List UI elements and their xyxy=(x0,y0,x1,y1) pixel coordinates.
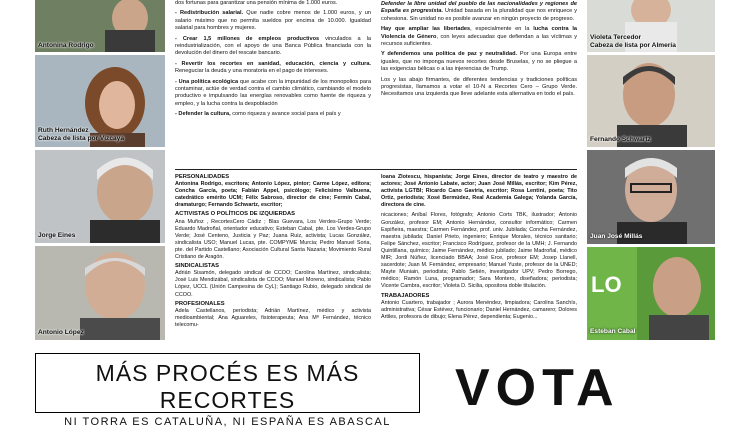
col2-p4-text: Los y las abajo firmantes, de diferentes tendencias y tradiciones políticas progresistas, llamamos a votar el 10-N a Recortes Cero – Grupo Verde. Necesitamos una izquierda que lleve adelante esta alternativa en todo el país. xyxy=(381,76,577,98)
col1-p1-text: Que nadie cobre menos de 1.000 euros, y un salario máximo que no permita sueldos por encima de 10.000. Igualdad salarial para hombres y mujeres. xyxy=(175,10,371,32)
col2-p2-title2: lucha contra la Violencia de Género xyxy=(381,26,577,40)
personalidades-title: PERSONALIDADES xyxy=(175,174,230,180)
col1-intro: dos fortunas para garantizar una pensión mínima de 1.000 euros. xyxy=(175,0,338,6)
banner-headline: MÁS PROCÉS ES MÁS RECORTES xyxy=(95,360,360,413)
text-column-left xyxy=(175,0,371,122)
photo-jorge-eines xyxy=(35,150,165,243)
col1-p3-text: Reneguciar la deuda y una moratoria en el pago de intereses. xyxy=(175,68,329,75)
profesionales-list: Adela Castellanos, periodista; Adrián Martínez, médico y activista medioambiental; Ana Aguareles, fisioterapeuta; Ana Mª Fernández, técnico telecomu- xyxy=(175,307,371,328)
col1-p2-title: - Crear 1,5 millones de empleos productivos xyxy=(175,35,320,42)
caption-juanjose: Juan José Millás xyxy=(590,233,643,240)
sindicalistas-title: SINDICALISTAS xyxy=(175,263,220,270)
signatories-left xyxy=(175,172,371,329)
slogan-banner xyxy=(35,353,420,428)
col2-p3-title: Y defendemos una política de paz y neutralidad. xyxy=(381,51,518,58)
trabajadores-title: TRABAJADORES xyxy=(381,292,430,299)
col1-p5-title: - Defender la cultura, xyxy=(175,111,231,118)
photo-juan-jose-millas xyxy=(587,150,715,244)
col1-p4-text: que acabe con la impunidad de los monopolios para contaminar, actúe de verdad contra el cambio climático, cambiando el modelo productivo e impulsando las energías renovables como fuente de riqueza y empleo, y la lucha contra la despoblación xyxy=(175,78,371,107)
col1-p4-title: - Una política ecológica xyxy=(175,78,239,85)
caption-violeta-role: Cabeza de lista por Almería xyxy=(590,42,676,49)
col1-p5-text: como riqueza y avance social para el país y xyxy=(230,111,341,118)
col1-p1-title: - Redistribución salarial. xyxy=(175,10,244,17)
col1-p2-text: vinculados a la reindustrialización, con el apoyo de una Banca Pública financiada con la devolución del dinero del rescate bancario. xyxy=(175,35,371,57)
caption-fernando: Fernando Schwartz xyxy=(590,136,651,143)
vota-headline: VOTA xyxy=(455,359,620,417)
col2-p3-text: Por una Europa entre iguales, que no imponga nuevos recortes desde Bruselas, y no se pliegue a las exigencias bélicas o a las injerencias de Trump. xyxy=(381,51,578,73)
caption-jorge: Jorge Eines xyxy=(38,232,76,239)
col1-p3-title: - Revertir los recortes en sanidad, educación, ciencia y cultura. xyxy=(175,60,371,67)
caption-esteban: Esteban Cabal xyxy=(590,328,636,335)
col2-p2-title: Hay que ampliar las libertades xyxy=(381,26,471,33)
caption-ruth-role: Cabeza de lista por Vizcaya xyxy=(38,135,125,142)
banner-subline: NI TORRA ES CATALUÑA, NI ESPAÑA ES ABASCAL xyxy=(64,416,391,428)
activistas-list: Ana Muñoz , RecortesCero Cádiz ; Blas Guevara, Los Verdes-Grupo Verde; Eduardo Madroñal, orientador educativo; Esteban Cabal, pte. Los Verdes-Grupo Verde; José Centeno, Justicia y Paz; Juana Ruiz, activista; Lucas González, sindicalista USO; Manuel Lucas, pte. COMPYME Murcia; Pedro Manuel Soria, pte. del Partido Castellano; Asociación Cultural Santa Nazaria; Movimiento Rural Cristiano de Aragón. xyxy=(175,218,371,261)
col2-p2-mid: , especialmente en la xyxy=(470,26,534,33)
col2-p1-text: Unidad basada en la pluralidad que nos enriquece y cohesiona. Sin unidad no es posible avanzar en ningún proyecto de progreso. xyxy=(381,8,577,22)
col2-p1-title: Defender la libre unidad del pueblo de las nacionalidades y regiones de España es progresista. xyxy=(381,1,577,15)
activistas-title: ACTIVISTAS O POLÍTICOS DE IZQUIERDAS xyxy=(175,211,296,218)
profesionales-list-2: nicaciones; Aníbal Flores, fotógrafo; Antonio Corts TBK, ilustrador; Antonio González, profesor EM; Antonio Hernández, consultor informático; Carmen Espiñeira, maestra; Carmen Fernández, prof. univ. Jubilada; Concha Fernández, maestra jubilada; Daniel Prieto, ingeniero; Enrique Morales, técnico sanitario; Felipe Sánchez, escritor; Francisco Rodríguez, profesor de la UMH; J. Fernando Quintillana, químico; Jaime Fernández, médico jubilado; Jaime Madroñal, médico MIR; Jordi Núñez, licenciado BBAA; José Erce, profesor EM; Josep Llanell, sacerdote; Juan M. Fernández, empresario; Manuel Yuste, profesor de la UNED; Mayte Muniain, periodista; Pablo Setién, investigador UPV; Pedro Borrego, médico; Ramón Luna, programador; Sara Montero, diseñadora; periodista; Vicente Cambra, escritor; Violeta D. Sicilia, opositora doble titulación. xyxy=(381,212,577,290)
caption-violeta-name: Violeta Tercedor xyxy=(590,34,642,41)
text-column-right xyxy=(381,1,577,102)
caption-antonio: Antonio López xyxy=(38,329,84,336)
col2-p2-text: , con leyes adecuadas que defiendan a las víctimas y recursos suficientes. xyxy=(381,33,577,48)
personalidades-list: Antonina Rodrigo, escritora; Antonio López, pintor; Carme López, editora; Concha García, poeta; Fabián Appel, psicólogo; Felicísimo Valbuena, catedrático emérito UCM; Félix Sabroso, director de cine; Fermín Cabal, dramaturgo; Fernando Schwartz, escritor; xyxy=(175,181,371,209)
signatories-right xyxy=(381,174,577,321)
trabajadores-list: Antonio Cuartero, trabajador ; Aurora Menéndez, limpiadora; Carolina Sanchís, administrativa; César Estévez, funcionario; Daniel Hernández, camarero; Dolores Artiles, profesora de dibujo; Elena Pérez, dependienta; Eugenio... xyxy=(381,299,577,320)
caption-antonina: Antonina Rodrigo xyxy=(38,42,94,49)
sindicalistas-list: Adrián Sisamón, delegado sindical de CCOO; Carolina Martínez, sindicalista; José Luis Mendizábal, sindicalista de CCOO; Manuel Moreno, sindicalista; Pablo López, UCCL (Unión Campesina de CyL); Santiago Rubio, delegado sindical de CCOO. xyxy=(175,270,371,298)
photo-fernando-schwartz xyxy=(587,55,715,147)
caption-ruth-name: Ruth Hernández xyxy=(38,127,89,134)
svg-text:LO: LO xyxy=(591,272,622,297)
divider-line xyxy=(175,169,577,170)
personalidades-list-2: Ioana Zlotescu, hispanista; Jorge Eines, director de teatro y maestro de actores; José Antonio Labate, actor; Juan José Millás, escritor; Kim Pérez, activista LGTBI; Ricardo Cano Gaviria, escritor; Rosa Lentini, poeta; Tito Ortiz, periodista; Xosé Bermúdez, Real Academia Galega; Yolanda García, directora de cine. xyxy=(381,174,577,209)
photo-esteban-cabal xyxy=(587,247,715,340)
photo-antonio-lopez xyxy=(35,246,165,340)
profesionales-title: PROFESIONALES xyxy=(175,300,225,307)
